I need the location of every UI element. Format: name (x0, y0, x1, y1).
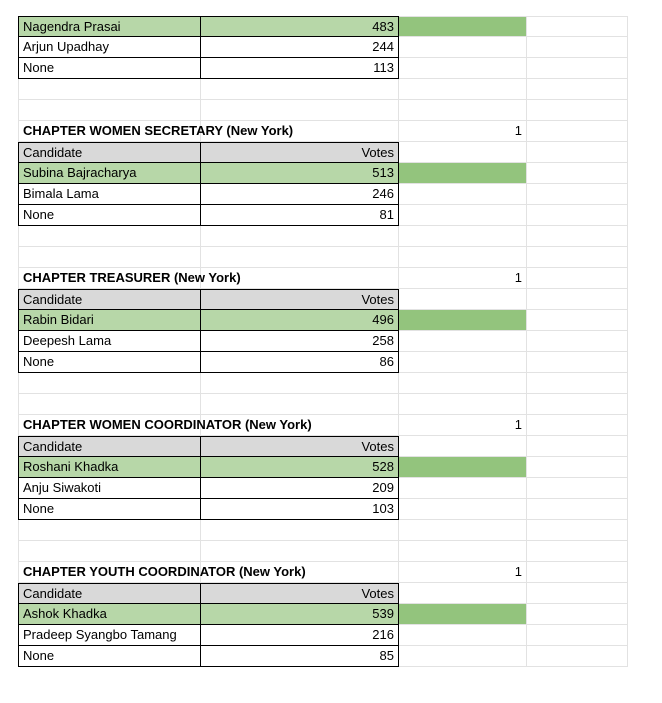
table-header-row[interactable] (18, 142, 628, 163)
empty-cell[interactable] (399, 583, 527, 604)
empty-row[interactable] (18, 247, 628, 268)
empty-cell[interactable] (527, 394, 628, 415)
votes-cell[interactable]: 258 (201, 331, 399, 352)
empty-cell[interactable] (201, 226, 399, 247)
empty-cell[interactable] (527, 604, 628, 625)
empty-row[interactable] (18, 100, 628, 121)
candidate-name-cell[interactable]: Pradeep Syangbo Tamang (18, 625, 201, 646)
empty-cell[interactable] (527, 58, 628, 79)
empty-row[interactable] (18, 394, 628, 415)
empty-cell[interactable] (527, 331, 628, 352)
empty-cell[interactable] (201, 268, 399, 289)
winner-indicator-cell[interactable] (399, 604, 527, 625)
candidate-name-cell[interactable]: None (18, 646, 201, 667)
empty-row[interactable] (18, 373, 628, 394)
empty-cell[interactable] (527, 499, 628, 520)
empty-cell[interactable] (399, 247, 527, 268)
winner-indicator-cell[interactable] (399, 457, 527, 478)
empty-cell[interactable] (399, 436, 527, 457)
empty-cell[interactable] (18, 394, 201, 415)
votes-cell[interactable]: 244 (201, 37, 399, 58)
empty-cell[interactable] (399, 373, 527, 394)
section-title-row[interactable] (18, 121, 628, 142)
empty-cell[interactable] (18, 100, 201, 121)
empty-cell[interactable] (399, 352, 527, 373)
candidate-name-cell[interactable]: Ashok Khadka (18, 604, 201, 625)
candidate-name-cell[interactable]: None (18, 58, 201, 79)
empty-row[interactable] (18, 541, 628, 562)
table-row[interactable] (18, 352, 628, 373)
candidate-column-header[interactable]: Candidate (18, 142, 201, 163)
section-title[interactable]: CHAPTER YOUTH COORDINATOR (New York) (18, 562, 201, 583)
empty-cell[interactable] (527, 478, 628, 499)
empty-row[interactable] (18, 520, 628, 541)
spreadsheet-grid (18, 16, 628, 667)
candidate-name-cell[interactable]: Anju Siwakoti (18, 478, 201, 499)
table-row[interactable] (18, 499, 628, 520)
winner-indicator-cell[interactable] (399, 163, 527, 184)
votes-cell[interactable]: 216 (201, 625, 399, 646)
empty-cell[interactable] (399, 499, 527, 520)
empty-cell[interactable] (399, 100, 527, 121)
table-row[interactable] (18, 184, 628, 205)
empty-cell[interactable] (399, 625, 527, 646)
table-row-winner[interactable] (18, 163, 628, 184)
votes-column-header[interactable]: Votes (201, 142, 399, 163)
seats-count-cell[interactable]: 1 (399, 562, 527, 583)
empty-cell[interactable] (399, 184, 527, 205)
table-row[interactable] (18, 205, 628, 226)
votes-cell[interactable]: 513 (201, 163, 399, 184)
votes-cell[interactable]: 86 (201, 352, 399, 373)
empty-cell[interactable] (399, 289, 527, 310)
empty-cell[interactable] (527, 163, 628, 184)
empty-cell[interactable] (527, 562, 628, 583)
empty-cell[interactable] (527, 289, 628, 310)
empty-cell[interactable] (527, 16, 628, 37)
votes-column-header[interactable]: Votes (201, 583, 399, 604)
empty-cell[interactable] (399, 541, 527, 562)
empty-cell[interactable] (527, 625, 628, 646)
empty-cell[interactable] (527, 100, 628, 121)
section-title-row[interactable] (18, 415, 628, 436)
empty-row[interactable] (18, 226, 628, 247)
votes-cell[interactable]: 246 (201, 184, 399, 205)
table-row[interactable] (18, 37, 628, 58)
section-title-row[interactable] (18, 268, 628, 289)
votes-column-header[interactable]: Votes (201, 289, 399, 310)
section-title[interactable]: CHAPTER WOMEN SECRETARY (New York) (18, 121, 201, 142)
table-header-row[interactable] (18, 436, 628, 457)
votes-cell[interactable]: 209 (201, 478, 399, 499)
empty-cell[interactable] (399, 37, 527, 58)
votes-cell[interactable]: 85 (201, 646, 399, 667)
empty-cell[interactable] (527, 37, 628, 58)
table-header-row[interactable] (18, 289, 628, 310)
empty-cell[interactable] (201, 121, 399, 142)
empty-cell[interactable] (201, 415, 399, 436)
empty-cell[interactable] (399, 520, 527, 541)
empty-cell[interactable] (18, 79, 201, 100)
table-row[interactable] (18, 625, 628, 646)
table-row[interactable] (18, 58, 628, 79)
table-row-winner[interactable] (18, 457, 628, 478)
empty-cell[interactable] (399, 394, 527, 415)
candidate-name-cell[interactable]: Bimala Lama (18, 184, 201, 205)
section-title-row[interactable] (18, 562, 628, 583)
votes-cell[interactable]: 113 (201, 58, 399, 79)
empty-cell[interactable] (527, 226, 628, 247)
empty-cell[interactable] (18, 541, 201, 562)
candidate-column-header[interactable]: Candidate (18, 289, 201, 310)
empty-cell[interactable] (201, 100, 399, 121)
section-title[interactable]: CHAPTER WOMEN COORDINATOR (New York) (18, 415, 201, 436)
empty-cell[interactable] (527, 247, 628, 268)
table-row-winner[interactable] (18, 16, 628, 37)
candidate-name-cell[interactable]: Subina Bajracharya (18, 163, 201, 184)
empty-cell[interactable] (527, 268, 628, 289)
empty-cell[interactable] (399, 205, 527, 226)
table-row[interactable] (18, 646, 628, 667)
empty-cell[interactable] (527, 583, 628, 604)
empty-cell[interactable] (399, 142, 527, 163)
empty-cell[interactable] (527, 142, 628, 163)
table-row-winner[interactable] (18, 310, 628, 331)
empty-cell[interactable] (527, 646, 628, 667)
empty-cell[interactable] (527, 352, 628, 373)
votes-column-header[interactable]: Votes (201, 436, 399, 457)
table-row-winner[interactable] (18, 604, 628, 625)
empty-cell[interactable] (527, 457, 628, 478)
votes-cell[interactable]: 103 (201, 499, 399, 520)
empty-row[interactable] (18, 79, 628, 100)
empty-cell[interactable] (527, 79, 628, 100)
empty-cell[interactable] (527, 310, 628, 331)
empty-cell[interactable] (527, 541, 628, 562)
candidate-name-cell[interactable]: None (18, 352, 201, 373)
empty-cell[interactable] (18, 226, 201, 247)
seats-count-cell[interactable]: 1 (399, 268, 527, 289)
empty-cell[interactable] (18, 373, 201, 394)
empty-cell[interactable] (527, 184, 628, 205)
empty-cell[interactable] (399, 79, 527, 100)
votes-cell[interactable]: 81 (201, 205, 399, 226)
empty-cell[interactable] (527, 205, 628, 226)
empty-cell[interactable] (527, 520, 628, 541)
empty-cell[interactable] (399, 226, 527, 247)
seats-count-cell[interactable]: 1 (399, 415, 527, 436)
candidate-name-cell[interactable]: None (18, 499, 201, 520)
seats-count-cell[interactable]: 1 (399, 121, 527, 142)
candidate-column-header[interactable]: Candidate (18, 583, 201, 604)
empty-cell[interactable] (527, 373, 628, 394)
empty-cell[interactable] (201, 520, 399, 541)
votes-cell[interactable]: 496 (201, 310, 399, 331)
empty-cell[interactable] (201, 541, 399, 562)
empty-cell[interactable] (399, 478, 527, 499)
empty-cell[interactable] (201, 373, 399, 394)
section-title[interactable]: CHAPTER TREASURER (New York) (18, 268, 201, 289)
empty-cell[interactable] (201, 562, 399, 583)
empty-cell[interactable] (201, 79, 399, 100)
empty-cell[interactable] (399, 58, 527, 79)
empty-cell[interactable] (399, 646, 527, 667)
candidate-name-cell[interactable]: Rabin Bidari (18, 310, 201, 331)
empty-cell[interactable] (18, 247, 201, 268)
candidate-name-cell[interactable]: Arjun Upadhay (18, 37, 201, 58)
winner-indicator-cell[interactable] (399, 310, 527, 331)
empty-cell[interactable] (527, 415, 628, 436)
candidate-name-cell[interactable]: None (18, 205, 201, 226)
empty-cell[interactable] (527, 121, 628, 142)
votes-cell[interactable]: 539 (201, 604, 399, 625)
votes-cell[interactable]: 483 (201, 16, 399, 37)
votes-cell[interactable]: 528 (201, 457, 399, 478)
candidate-name-cell[interactable]: Roshani Khadka (18, 457, 201, 478)
table-row[interactable] (18, 478, 628, 499)
empty-cell[interactable] (527, 436, 628, 457)
empty-cell[interactable] (399, 331, 527, 352)
table-row[interactable] (18, 331, 628, 352)
winner-indicator-cell[interactable] (399, 16, 527, 37)
candidate-column-header[interactable]: Candidate (18, 436, 201, 457)
empty-cell[interactable] (201, 394, 399, 415)
candidate-name-cell[interactable]: Deepesh Lama (18, 331, 201, 352)
empty-cell[interactable] (201, 247, 399, 268)
candidate-name-cell[interactable]: Nagendra Prasai (18, 16, 201, 37)
empty-cell[interactable] (18, 520, 201, 541)
table-header-row[interactable] (18, 583, 628, 604)
